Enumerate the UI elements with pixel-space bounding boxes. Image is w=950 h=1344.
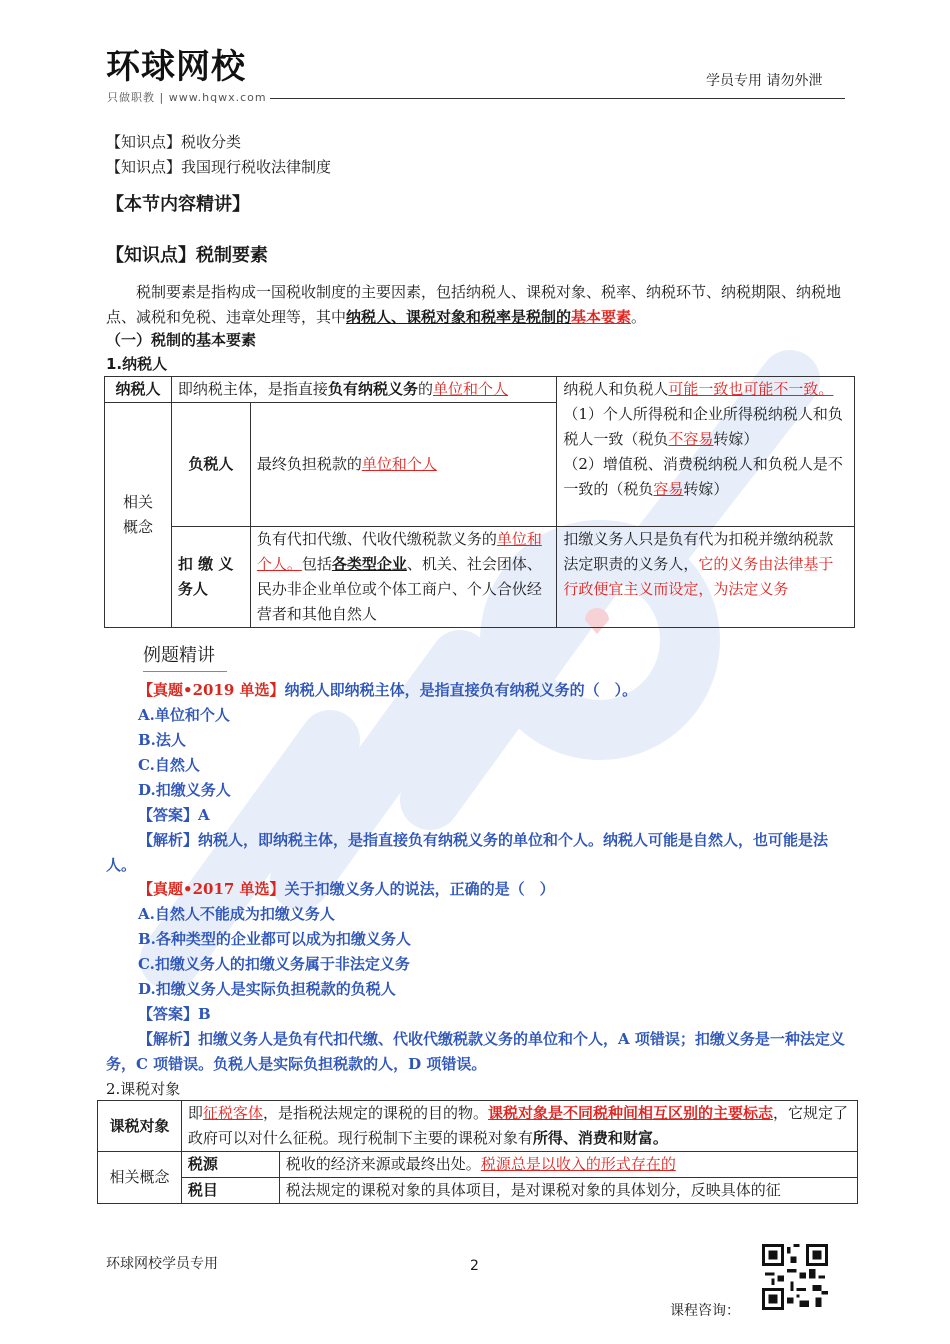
taxpayer-table: [104, 376, 855, 628]
option: C.自然人: [138, 756, 200, 774]
tax-object-table: [97, 1100, 858, 1204]
row-head: 负税人: [171, 403, 250, 527]
answer: 【答案】B: [138, 1005, 211, 1023]
tax-bearer-definition: 最终负担税款的单位和个人: [250, 403, 557, 527]
table-row: [98, 1178, 858, 1204]
option: B.各种类型的企业都可以成为扣缴义务人: [138, 930, 411, 948]
knowledge-item-1: 【知识点】税收分类: [106, 133, 242, 151]
taxpayer-note: 纳税人和负税人可能一致也可能不一致。 （1）个人所得税和企业所得税纳税人和负税人一致（税负不容易转嫁） （2）增值税、消费税纳税人和负税人是不一致的（税负容易转嫁）: [557, 377, 855, 527]
intro-paragraph: 税制要素是指构成一国税收制度的主要因素，包括纳税人、课税对象、税率、纳税环节、纳税期限、纳税地点、减税和免税、违章处理等，其中纳税人、课税对象和税率是税制的基本要素。: [106, 283, 842, 326]
item-title-taxpayer: 1.纳税人: [106, 355, 168, 373]
question-1: 【真题•2019 单选】纳税人即纳税主体，是指直接负有纳税义务的（ ）。 A.单位和个人 B.法人 C.自然人 D.扣缴义务人 【答案】A 【解析】纳税人，即纳税主体，是指直接负有纳税义务的单位和个人。纳税人可能是自然人，也可能是法人。: [106, 678, 848, 878]
logo-subtitle: 只做职教 | www.hqwx.com: [107, 91, 267, 104]
row-head: 扣 缴 义 务人: [171, 527, 250, 628]
withholding-agent-definition: 负有代扣代缴、代收代缴税款义务的单位和个人。包括各类型企业、机关、社会团体、民办非企业单位或个体工商户、个人合伙经营者和其他自然人: [250, 527, 557, 628]
table-row: [105, 377, 855, 403]
knowledge-point-title: 【知识点】税制要素: [106, 245, 268, 266]
answer: 【答案】A: [138, 806, 210, 824]
row-head: 税源: [181, 1152, 279, 1178]
related-concepts-label: 相关概念: [98, 1152, 182, 1204]
withholding-agent-note: 扣缴义务人只是负有代为扣税并缴纳税款法定职责的义务人，它的义务由法律基于行政便宜主义而设定，为法定义务: [557, 527, 855, 628]
table-row: [98, 1101, 858, 1152]
qr-code-icon[interactable]: [762, 1244, 828, 1310]
tax-item-definition: 税法规定的课税对象的具体项目，是对课税对象的具体划分，反映具体的征: [279, 1178, 857, 1204]
logo: 环球网校: [106, 47, 246, 87]
option: A.单位和个人: [138, 706, 230, 724]
subsection-title: （一）税制的基本要素: [106, 331, 257, 349]
option: B.法人: [138, 731, 186, 749]
header-rule: [270, 98, 845, 99]
option: A.自然人不能成为扣缴义务人: [138, 905, 335, 923]
example-title: 例题精讲: [143, 642, 227, 672]
knowledge-item-2: 【知识点】我国现行税收法律制度: [106, 158, 332, 176]
footer-label: 环球网校学员专用: [106, 1256, 218, 1272]
option: D.扣缴义务人: [138, 781, 231, 799]
course-consult-label: 课程咨询：: [670, 1303, 740, 1319]
analysis: 【解析】扣缴义务人是负有代扣代缴、代收代缴税款义务的单位和个人，A 项错误；扣缴义务是一种法定义务，C 项错误。负税人是实际负担税款的人，D 项错误。: [106, 1030, 845, 1073]
question-2: 【真题•2017 单选】关于扣缴义务人的说法，正确的是（ ） A.自然人不能成为扣缴义务人 B.各种类型的企业都可以成为扣缴义务人 C.扣缴义务人的扣缴义务属于非法定义务 D.扣缴义务人是实际负担税款的负税人 【答案】B 【解析】扣缴义务人是负有代扣代缴、代收代缴税款义务的单位和个人，A 项错误；扣缴义务是一种法定义务，C 项错误。负税人是实际负担税款的人，D 项错误。: [106, 877, 848, 1077]
taxpayer-definition: 即纳税主体，是指直接负有纳税义务的单位和个人: [171, 377, 556, 403]
option: C.扣缴义务人的扣缴义务属于非法定义务: [138, 955, 410, 973]
page-number: 2: [470, 1258, 479, 1274]
section-title: 【本节内容精讲】: [106, 194, 250, 215]
row-head: 纳税人: [105, 377, 172, 403]
row-head: 课税对象: [98, 1101, 182, 1152]
item-title-tax-object: 2.课税对象: [106, 1080, 181, 1098]
header-note: 学员专用 请勿外泄: [706, 73, 823, 89]
analysis: 【解析】纳税人，即纳税主体，是指直接负有纳税义务的单位和个人。纳税人可能是自然人，也可能是法人。: [106, 831, 829, 874]
table-row: [105, 527, 855, 628]
table-row: [98, 1152, 858, 1178]
tax-object-definition: 即征税客体，是指税法规定的课税的目的物。课税对象是不同税种间相互区别的主要标志，它规定了政府可以对什么征税。现行税制下主要的课税对象有所得、消费和财富。: [181, 1101, 857, 1152]
row-head: 税目: [181, 1178, 279, 1204]
tax-source-definition: 税收的经济来源或最终出处。税源总是以收入的形式存在的: [279, 1152, 857, 1178]
related-concepts-label: 相关 概念: [105, 403, 172, 628]
option: D.扣缴义务人是实际负担税款的负税人: [138, 980, 396, 998]
